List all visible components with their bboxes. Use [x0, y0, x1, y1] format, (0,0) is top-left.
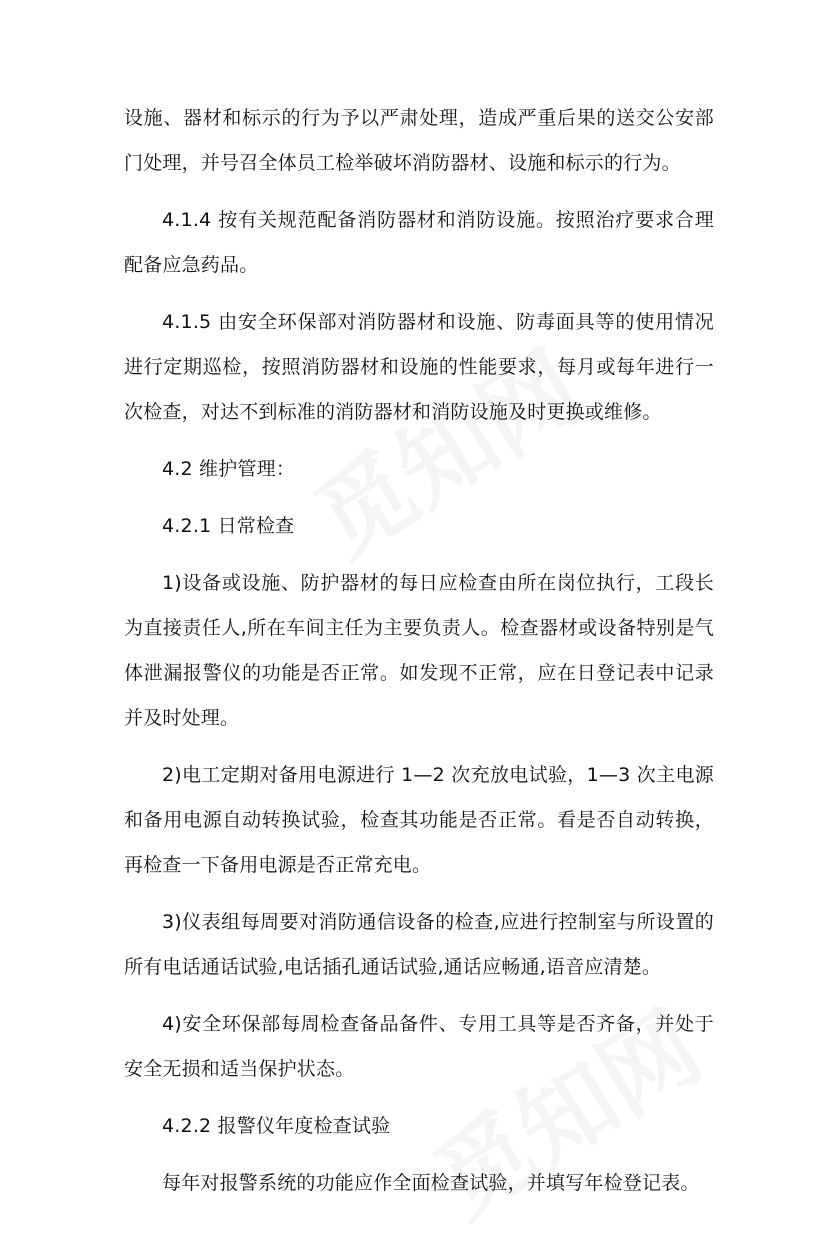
paragraph-annual-check: 每年对报警系统的功能应作全面检查试验，并填写年检登记表。 [162, 1172, 700, 1194]
heading-4-2-2: 4.2.2 报警仪年度检查试验 [162, 1115, 391, 1137]
paragraph-4-1-4: 4.1.4 按有关规范配备消防器材和消防设施。按照治疗要求合理配备应急药品。 [124, 209, 714, 276]
heading-4-2-1: 4.2.1 日常检查 [162, 515, 295, 537]
list-item-4: 4)安全环保部每周检查备品备件、专用工具等是否齐备，并处于安全无损和适当保护状态。 [124, 1013, 714, 1080]
heading-4-2: 4.2 维护管理： [162, 458, 296, 480]
paragraph-4-1-5: 4.1.5 由安全环保部对消防器材和设施、防毒面具等的使用情况进行定期巡检，按照消防器材和设施的性能要求，每月或每年进行一次检查，对达不到标准的消防器材和消防设施及时更换或维修。 [124, 311, 714, 423]
list-item-3: 3)仪表组每周要对消防通信设备的检查,应进行控制室与所设置的所有电话通话试验,电话插孔通话试验,通话应畅通,语音应清楚。 [124, 911, 714, 978]
paragraph-continuation: 设施、器材和标示的行为予以严肃处理，造成严重后果的送交公安部门处理，并号召全体员工检举破坏消防器材、设施和标示的行为。 [124, 107, 714, 174]
document-body [124, 96, 714, 1218]
list-item-2: 2)电工定期对备用电源进行 1—2 次充放电试验，1—3 次主电源和备用电源自动转换试验，检查其功能是否正常。看是否自动转换，再检查一下备用电源是否正常充电。 [124, 764, 714, 876]
list-item-1: 1)设备或设施、防护器材的每日应检查由所在岗位执行，工段长为直接责任人,所在车间主任为主要负责人。检查器材或设备特别是气体泄漏报警仪的功能是否正常。如发现不正常，应在日登记表中记录并及时处理。 [124, 572, 714, 729]
